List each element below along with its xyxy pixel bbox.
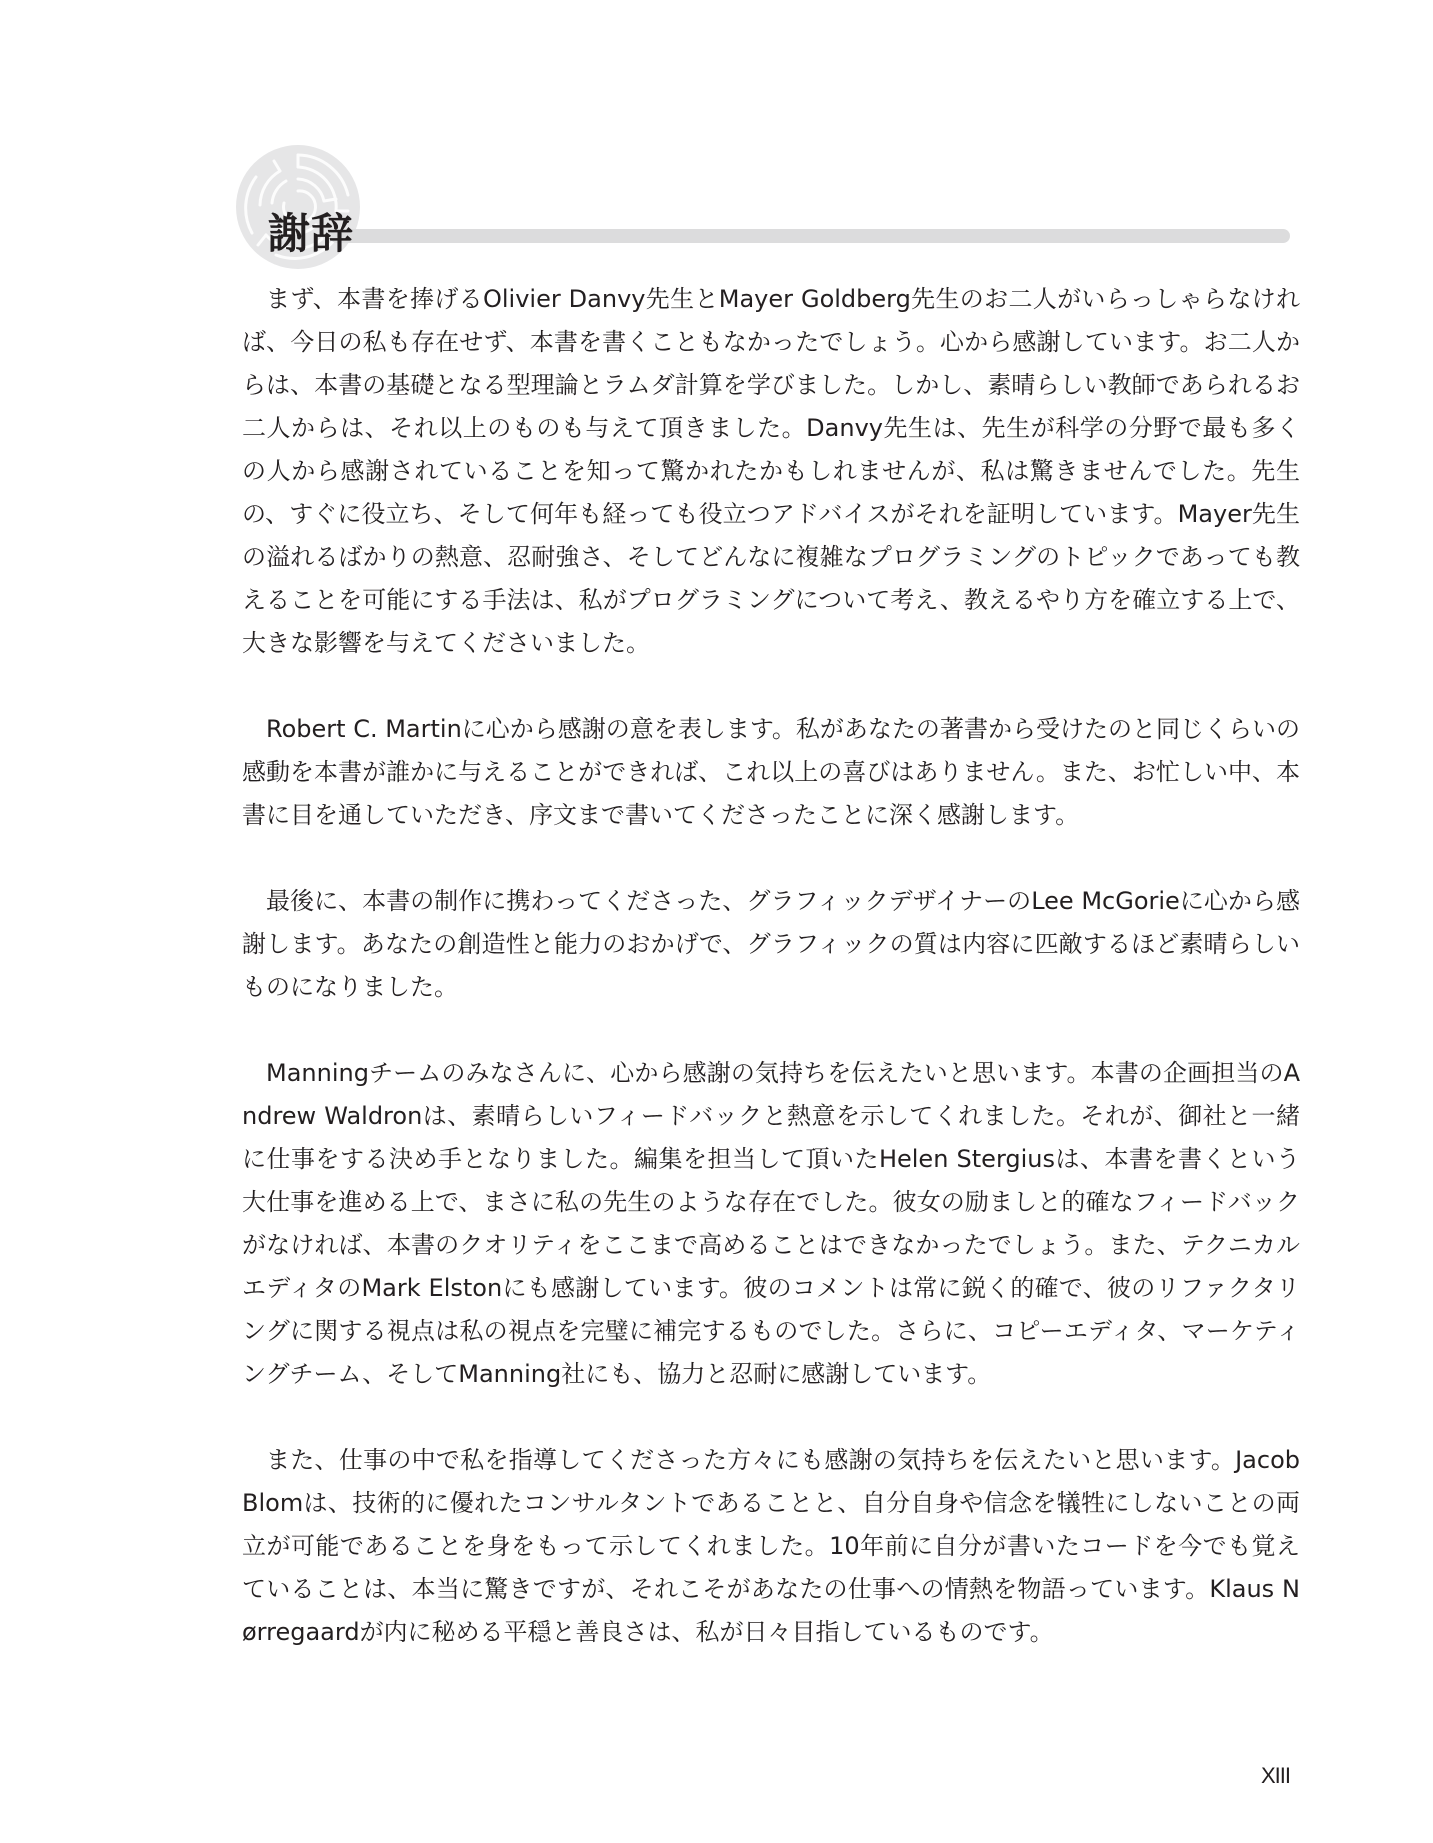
heading-rule xyxy=(330,229,1290,243)
paragraph-2: Robert C. Martinに心から感謝の意を表します。私があなたの著書から受けたのと同じくらいの感動を本書が誰かに与えることができれば、これ以上の喜びはありません。また、お忙しい中、本書に目を通していただき、序文まで書いてくださったことに深く感謝します。 xyxy=(242,715,1300,829)
page-title: 謝辞 xyxy=(268,209,355,259)
paragraph-5: また、仕事の中で私を指導してくださった方々にも感謝の気持ちを伝えたいと思います。Jacob Blomは、技術的に優れたコンサルタントであることと、自分自身や信念を犠牲にしないことの両立が可能であることを身をもって示してくれました。10年前に自分が書いたコードを今でも覚えていることは、本当に驚きですが、それこそがあなたの仕事への情熱を物語っています。Klaus Nørregaardが内に秘める平穏と善良さは、私が日々目指しているものです。 xyxy=(242,1446,1300,1646)
paragraph-4: Manningチームのみなさんに、心から感謝の気持ちを伝えたいと思います。本書の企画担当のAndrew Waldronは、素晴らしいフィードバックと熱意を示してくれました。それが、御社と一緒に仕事をする決め手となりました。編集を担当して頂いたHelen Stergiusは、本書を書くという大仕事を進める上で、まさに私の先生のような存在でした。彼女の励ましと的確なフィードバックがなければ、本書のクオリティをここまで高めることはできなかったでしょう。また、テクニカルエディタのMark Elstonにも感謝しています。彼のコメントは常に鋭く的確で、彼のリファクタリングに関する視点は私の視点を完璧に補完するものでした。さらに、コピーエディタ、マーケティングチーム、そしてManning社にも、協力と忍耐に感謝しています。 xyxy=(242,1059,1300,1388)
page-number: XIII xyxy=(1260,1763,1290,1788)
body-text xyxy=(242,278,1300,1654)
paragraph-3: 最後に、本書の制作に携わってくださった、グラフィックデザイナーのLee McGorieに心から感謝します。あなたの創造性と能力のおかげで、グラフィックの質は内容に匹敵するほど素晴らしいものになりました。 xyxy=(242,887,1300,1001)
paragraph-1: まず、本書を捧げるOlivier Danvy先生とMayer Goldberg先生のお二人がいらっしゃらなければ、今日の私も存在せず、本書を書くこともなかったでしょう。心から感謝しています。お二人からは、本書の基礎となる型理論とラムダ計算を学びました。しかし、素晴らしい教師であられるお二人からは、それ以上のものも与えて頂きました。Danvy先生は、先生が科学の分野で最も多くの人から感謝されていることを知って驚かれたかもしれませんが、私は驚きませんでした。先生の、すぐに役立ち、そして何年も経っても役立つアドバイスがそれを証明しています。Mayer先生の溢れるばかりの熱意、忍耐強さ、そしてどんなに複雑なプログラミングのトピックであっても教えることを可能にする手法は、私がプログラミングについて考え、教えるやり方を確立する上で、大きな影響を与えてくださいました。 xyxy=(242,285,1300,657)
